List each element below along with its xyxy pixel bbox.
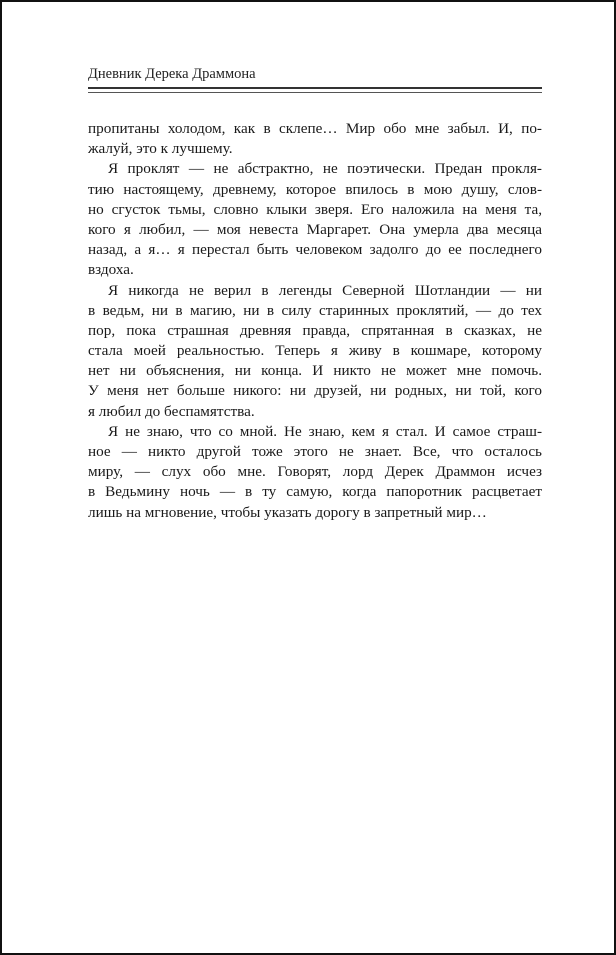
paragraph [88,119,542,159]
text-line: но сгусток тьмы, словно клыки зверя. Его наложила на меня та, [88,200,542,218]
paragraph [88,422,542,523]
text-line: назад, а я… я перестал быть человеком задолго до ее последнего [88,241,542,259]
text-line: Я никогда не верил в легенды Северной Шотландии — ни [108,281,542,299]
text-line: миру, — слух обо мне. Говорят, лорд Дерек Драммон исчез [88,463,542,481]
text-line: Я проклят — не абстрактно, не поэтически. Предан прокля- [108,160,542,178]
running-header: Дневник Дерека Драммона [88,66,256,82]
text-line: стала моей реальностью. Теперь я живу в кошмаре, которому [88,342,542,360]
text-line: в Ведьмину ночь — в ту самую, когда папоротник расцветает [88,483,542,501]
header-rule-thick [88,87,542,89]
paragraph [88,281,542,422]
text-line: жалуй, это к лучшему. [88,140,233,158]
text-line: вздоха. [88,261,134,279]
text-line: тию настоящему, древнему, которое впилось в мою душу, слов- [88,180,542,198]
text-line: ное — никто другой тоже этого не знает. Все, что осталось [88,443,542,460]
text-line: лишь на мгновение, чтобы указать дорогу в запретный мир… [88,503,487,521]
text-line: я любил до беспамятства. [88,402,255,420]
text-line: Я не знаю, что со мной. Не знаю, кем я стал. И самое страш- [108,422,542,440]
paragraph [88,159,542,280]
body-text [88,119,542,523]
text-line: в ведьм, ни в магию, ни в силу старинных проклятий, — до тех [88,301,542,319]
text-line: пор, пока страшная древняя правда, спрятанная в сказках, не [88,321,542,339]
header-rule-thin [88,92,542,93]
text-line: пропитаны холодом, как в склепе… Мир обо мне забыл. И, по- [88,120,542,137]
text-line: нет ни объяснения, ни конца. И никто не может мне помочь. [88,362,542,380]
text-line: кого я любил, — моя невеста Маргарет. Она умерла два месяца [88,220,542,238]
text-line: У меня нет больше никого: ни друзей, ни родных, ни той, кого [88,382,542,400]
